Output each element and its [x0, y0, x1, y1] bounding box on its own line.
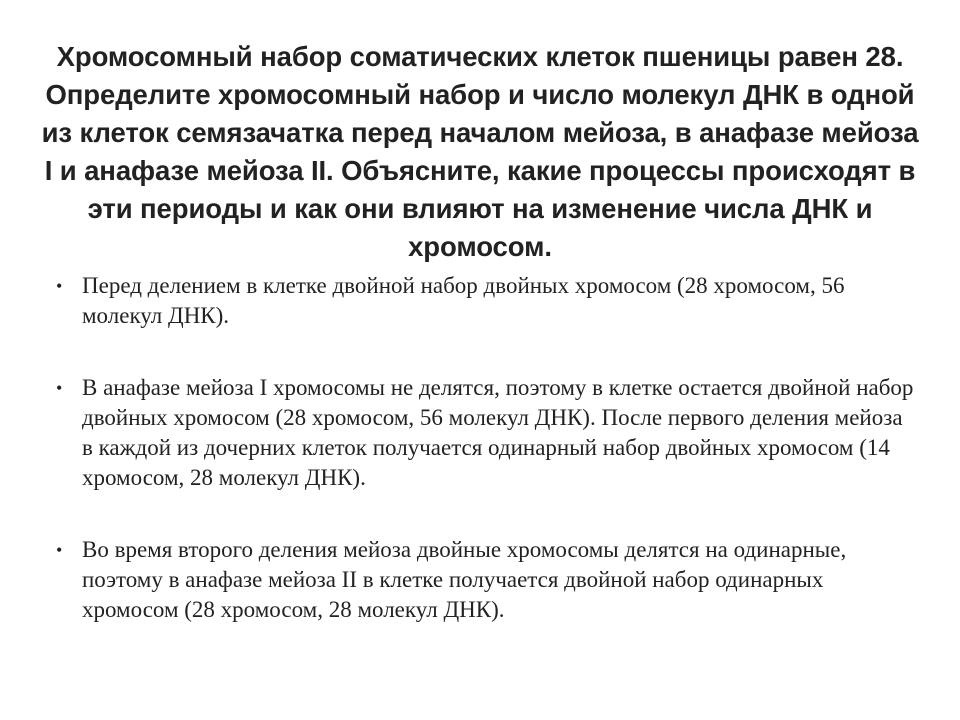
bullet-text: Во время второго деления мейоза двойные хромосомы делятся на одинарные, поэтому в анафазе мейоза II в клетке получается двойной набор одинарных хромосом (28 хромосом, 28 молекул ДНК).	[82, 537, 847, 622]
bullet-item	[54, 535, 914, 625]
bullet-marker: •	[56, 276, 63, 296]
bullet-text: В анафазе мейоза I хромосомы не делятся, поэтому в клетке остается двойной набор двойных хромосом (28 хромосом, 56 молекул ДНК). После первого деления мейоза в каждой из дочерних клеток получается одинарный набор двойных хромосом (14 хромосом, 28 молекул ДНК).	[82, 375, 914, 490]
bullet-marker: •	[56, 378, 63, 398]
bullet-list	[54, 271, 914, 625]
bullet-text: Перед делением в клетке двойной набор двойных хромосом (28 хромосом, 56 молекул ДНК).	[82, 273, 845, 328]
bullet-marker: •	[56, 540, 63, 560]
bullet-item	[54, 271, 914, 331]
bullet-item	[54, 373, 914, 493]
slide-title: Хромосомный набор соматических клеток пшеницы равен 28. Определите хромосомный набор и число молекул ДНК в одной из клеток семязачатка перед началом мейоза, в анафазе мейоза I и анафазе мейоза II. Объясните, какие процессы происходят в эти периоды и как они влияют на изменение числа ДНК и хромосом.	[41, 41, 919, 262]
